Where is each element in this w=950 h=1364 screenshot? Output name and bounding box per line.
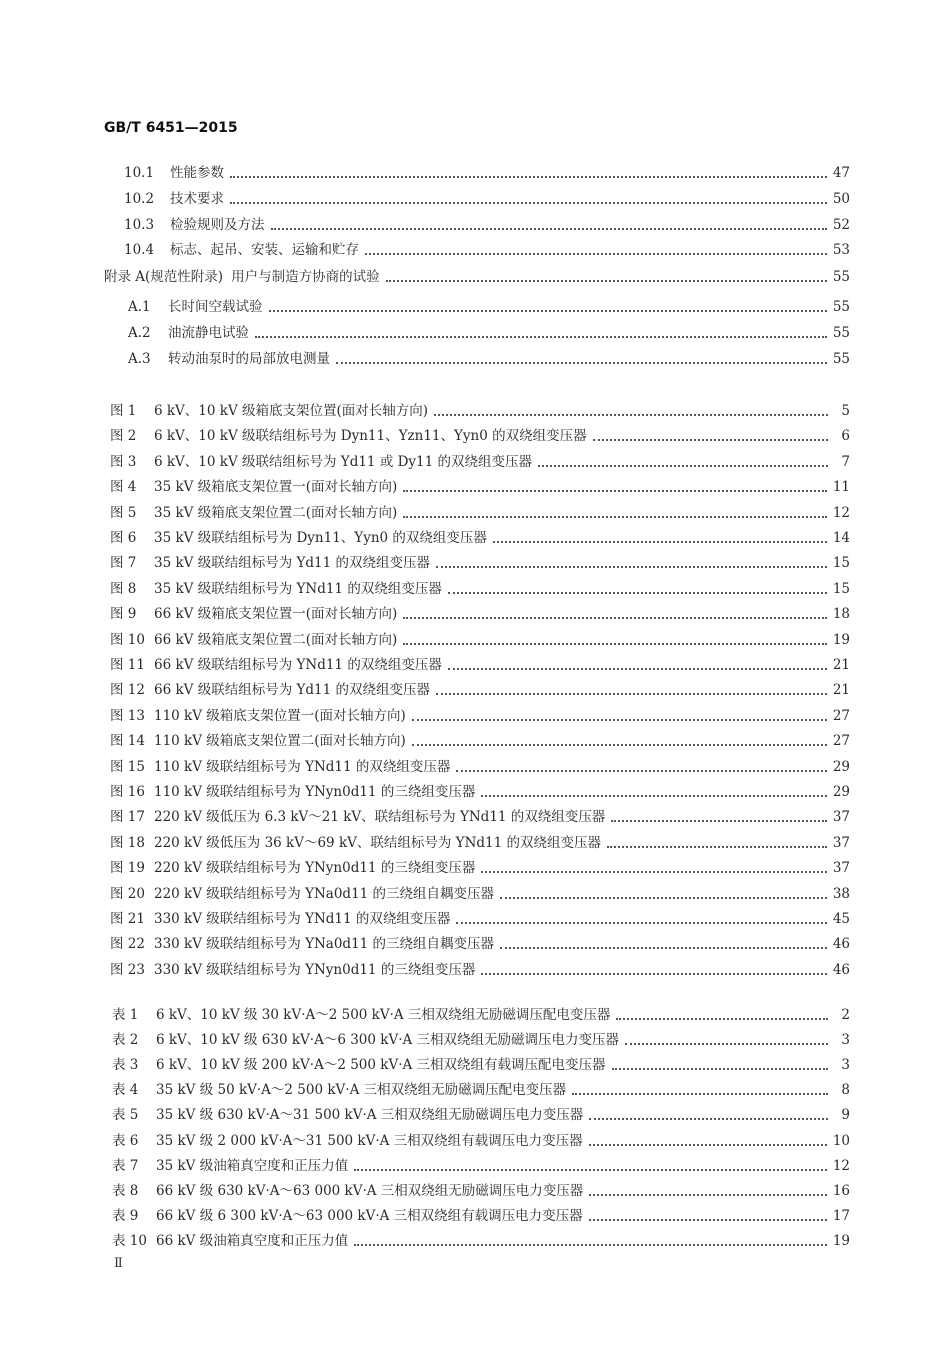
dot-leader: [493, 541, 827, 543]
toc_figures-entry-number: 图 9: [110, 606, 137, 623]
toc_sections-entry-title: 长时间空载试验: [168, 299, 263, 315]
document-standard-code: GB/T 6451—2015: [104, 120, 238, 136]
dot-leader: [230, 176, 827, 178]
toc_figures-entry-page: 18: [832, 606, 850, 623]
toc_sections-entry-number: A.3: [128, 351, 151, 367]
dot-leader: [434, 414, 828, 416]
toc_sections-entry-title: 技术要求: [170, 191, 224, 207]
dot-leader: [611, 820, 827, 822]
toc_tables-entry-number: 表 5: [112, 1107, 139, 1124]
toc_figures-entry-page: 19: [832, 631, 850, 648]
toc_figures-entry-page: 7: [841, 453, 850, 470]
toc_figures-entry-title: 35 kV 级箱底支架位置二(面对长轴方向): [154, 504, 398, 521]
toc_figures-entry-number: 图 7: [110, 555, 137, 572]
dot-leader: [456, 770, 826, 772]
dot-leader: [448, 592, 827, 594]
toc_figures-entry-page: 27: [832, 707, 850, 724]
toc_sections-entry-number: 10.4: [124, 242, 155, 258]
toc_tables-entry-page: 3: [841, 1057, 850, 1074]
toc_figures-entry-page: 37: [832, 834, 850, 851]
toc_figures-entry[interactable]: [110, 853, 850, 877]
toc_figures-entry-number: 图 18: [110, 834, 145, 851]
dot-leader: [572, 1093, 828, 1095]
toc_figures-entry-number: 图 22: [110, 936, 145, 953]
toc_figures-entry-title: 66 kV 级联结组标号为 Yd11 的双绕组变压器: [154, 682, 431, 699]
toc_figures-entry-page: 46: [832, 961, 850, 978]
toc_figures-entry-title: 220 kV 级低压为 36 kV～69 kV、联结组标号为 YNd11 的双绕组变压器: [154, 834, 601, 851]
toc_figures-entry-title: 110 kV 级箱底支架位置二(面对长轴方向): [154, 733, 406, 750]
toc_sections-entry-page: 53: [832, 242, 850, 258]
toc_figures-entry[interactable]: [110, 421, 850, 445]
toc_tables-entry-title: 35 kV 级 630 kV·A～31 500 kV·A 三相双绕组无励磁调压电力变压器: [156, 1107, 584, 1124]
toc_figures-entry-page: 37: [832, 809, 850, 826]
toc_tables-entry-page: 3: [841, 1032, 850, 1049]
dot-leader: [386, 280, 827, 282]
toc_figures-entry-title: 220 kV 级联结组标号为 YNyn0d11 的三绕组变压器: [154, 860, 476, 877]
toc_figures-entry-title: 35 kV 级箱底支架位置一(面对长轴方向): [154, 479, 398, 496]
toc_tables-entry-number: 表 10: [112, 1232, 147, 1249]
toc_figures-entry-page: 21: [832, 682, 850, 699]
toc_tables-entry-number: 表 1: [112, 1007, 139, 1023]
toc_figures-entry[interactable]: [110, 574, 850, 598]
toc_tables-entry-page: 8: [841, 1082, 850, 1099]
toc_sections-entry-number: 10.1: [124, 165, 155, 181]
toc_figures-entry-page: 5: [841, 403, 850, 419]
toc_sections-entry-title: 性能参数: [170, 165, 224, 181]
toc_figures-entry[interactable]: [110, 879, 850, 903]
toc_sections-entry[interactable]: [104, 262, 850, 286]
toc_sections-entry-title: 转动油泵时的局部放电测量: [168, 351, 330, 367]
dot-leader: [436, 566, 827, 568]
toc_tables-entry[interactable]: [112, 1126, 850, 1150]
toc_sections-entry-title: 标志、起吊、安装、运输和贮存: [170, 242, 359, 258]
toc_figures-entry[interactable]: [110, 472, 850, 496]
toc_tables-entry-number: 表 6: [112, 1132, 139, 1149]
toc_figures-entry-title: 6 kV、10 kV 级联结组标号为 Dyn11、Yzn11、Yyn0 的双绕组变压器: [154, 428, 587, 445]
dot-leader: [616, 1018, 828, 1020]
toc_figures-entry-number: 图 4: [110, 479, 137, 496]
toc_figures-entry[interactable]: [110, 777, 850, 801]
toc_figures-entry-number: 图 10: [110, 631, 145, 648]
toc_figures-entry-page: 21: [832, 657, 850, 673]
dot-leader: [436, 693, 827, 695]
toc_figures-entry-number: 图 19: [110, 860, 145, 877]
toc_figures-entry-number: 图 12: [110, 682, 145, 699]
toc_sections-entry-page: 55: [832, 299, 850, 315]
toc_figures-entry-number: 图 2: [110, 428, 137, 445]
dot-leader: [365, 253, 827, 255]
toc_figures-entry-title: 110 kV 级箱底支架位置一(面对长轴方向): [154, 707, 406, 724]
dot-leader: [403, 490, 827, 492]
toc_figures-entry[interactable]: [110, 802, 850, 826]
toc_tables-entry-title: 6 kV、10 kV 级 200 kV·A～2 500 kV·A 三相双绕组有载调压配电变压器: [156, 1057, 606, 1074]
toc_figures-entry-number: 图 1: [110, 403, 137, 419]
toc_figures-entry-title: 35 kV 级联结组标号为 Dyn11、Yyn0 的双绕组变压器: [154, 530, 487, 546]
dot-leader: [403, 643, 827, 645]
dot-leader: [589, 1144, 827, 1146]
toc_figures-entry-number: 图 6: [110, 530, 137, 546]
dot-leader: [589, 1118, 828, 1120]
toc_figures-entry[interactable]: [110, 752, 850, 776]
toc_figures-entry-page: 27: [832, 733, 850, 750]
dot-leader: [230, 202, 827, 204]
toc_figures-entry-number: 图 15: [110, 758, 145, 775]
toc_figures-entry[interactable]: [110, 675, 850, 699]
toc_sections-entry-title: 油流静电试验: [168, 325, 249, 341]
toc_tables-entry-title: 66 kV 级 6 300 kV·A～63 000 kV·A 三相双绕组有载调压电力变压器: [156, 1207, 583, 1224]
toc_figures-entry-title: 6 kV、10 kV 级箱底支架位置(面对长轴方向): [154, 403, 429, 419]
toc_figures-entry-number: 图 11: [110, 657, 145, 673]
toc_tables-entry-page: 2: [841, 1007, 850, 1023]
toc_figures-entry-title: 110 kV 级联结组标号为 YNd11 的双绕组变压器: [154, 758, 451, 775]
toc_figures-entry[interactable]: [110, 701, 850, 725]
toc_sections-entry-number: 10.3: [124, 217, 155, 233]
toc_figures-entry-title: 330 kV 级联结组标号为 YNyn0d11 的三绕组变压器: [154, 961, 476, 978]
page-number-footer: Ⅱ: [114, 1256, 123, 1271]
toc_figures-entry-number: 图 16: [110, 784, 145, 800]
toc_figures-entry-page: 14: [832, 530, 850, 546]
toc_tables-entry-title: 35 kV 级油箱真空度和正压力值: [156, 1157, 349, 1174]
toc_tables-entry[interactable]: [112, 1176, 850, 1200]
dot-leader: [589, 1219, 827, 1221]
toc_figures-entry-number: 图 21: [110, 911, 145, 927]
toc_figures-entry-page: 12: [832, 504, 850, 521]
toc_figures-entry-title: 6 kV、10 kV 级联结组标号为 Yd11 或 Dy11 的双绕组变压器: [154, 453, 533, 470]
toc_figures-entry[interactable]: [110, 498, 850, 522]
toc_tables-entry-page: 9: [841, 1107, 850, 1124]
dot-leader: [354, 1244, 827, 1246]
toc_sections-entry-number: 附录 A(规范性附录): [104, 269, 224, 285]
dot-leader: [607, 846, 827, 848]
toc_figures-entry-page: 45: [832, 911, 850, 927]
toc_figures-entry-number: 图 20: [110, 885, 145, 902]
toc_figures-entry-page: 11: [832, 479, 850, 496]
toc_tables-entry-page: 10: [832, 1132, 850, 1149]
toc_figures-entry-number: 图 17: [110, 809, 145, 826]
dot-leader: [412, 719, 827, 721]
toc_sections-entry-page: 52: [832, 217, 850, 233]
toc_figures-entry[interactable]: [110, 955, 850, 979]
toc_sections-entry-number: 10.2: [124, 191, 155, 207]
toc_figures-entry[interactable]: [110, 726, 850, 750]
toc_tables-entry-title: 35 kV 级 2 000 kV·A～31 500 kV·A 三相双绕组有载调压电力变压器: [156, 1132, 583, 1149]
dot-leader: [500, 897, 827, 899]
dot-leader: [336, 362, 827, 364]
toc_figures-entry-title: 66 kV 级联结组标号为 YNd11 的双绕组变压器: [154, 657, 442, 673]
toc_figures-entry-title: 220 kV 级联结组标号为 YNa0d11 的三绕组自耦变压器: [154, 885, 495, 902]
toc_tables-entry-title: 6 kV、10 kV 级 630 kV·A～6 300 kV·A 三相双绕组无励磁调压电力变压器: [156, 1032, 620, 1049]
toc_tables-entry-number: 表 3: [112, 1057, 139, 1074]
dot-leader: [481, 871, 826, 873]
toc_tables-entry-number: 表 4: [112, 1082, 139, 1099]
toc_tables-entry[interactable]: [112, 1075, 850, 1099]
toc_tables-entry-number: 表 2: [112, 1032, 139, 1049]
toc_figures-entry-page: 46: [832, 936, 850, 953]
toc_tables-entry-number: 表 8: [112, 1182, 139, 1199]
dot-leader: [403, 617, 827, 619]
toc_tables-entry-title: 66 kV 级油箱真空度和正压力值: [156, 1232, 349, 1249]
toc_figures-entry-page: 29: [832, 784, 850, 800]
dot-leader: [593, 439, 828, 441]
toc_figures-entry-title: 66 kV 级箱底支架位置二(面对长轴方向): [154, 631, 398, 648]
toc_figures-entry[interactable]: [110, 523, 850, 547]
toc_figures-entry[interactable]: [110, 904, 850, 928]
dot-leader: [255, 336, 827, 338]
toc_sections-entry[interactable]: [128, 292, 850, 316]
toc_sections-entry-title: 用户与制造方协商的试验: [231, 269, 380, 285]
toc_figures-entry-title: 330 kV 级联结组标号为 YNa0d11 的三绕组自耦变压器: [154, 936, 495, 953]
toc_sections-entry[interactable]: [128, 318, 850, 342]
toc_sections-entry[interactable]: [124, 184, 850, 208]
toc_sections-entry[interactable]: [124, 210, 850, 234]
toc_tables-entry[interactable]: [112, 1000, 850, 1024]
toc_figures-entry-page: 29: [832, 758, 850, 775]
toc_sections-entry-number: A.1: [128, 299, 151, 315]
toc_figures-entry-number: 图 5: [110, 504, 137, 521]
toc_tables-entry-number: 表 7: [112, 1157, 139, 1174]
dot-leader: [269, 310, 827, 312]
toc_tables-entry-title: 6 kV、10 kV 级 30 kV·A～2 500 kV·A 三相双绕组无励磁调压配电变压器: [156, 1007, 611, 1023]
toc_tables-entry[interactable]: [112, 1050, 850, 1074]
toc_figures-entry-title: 66 kV 级箱底支架位置一(面对长轴方向): [154, 606, 398, 623]
toc_figures-entry-number: 图 13: [110, 707, 145, 724]
toc_figures-entry[interactable]: [110, 447, 850, 471]
dot-leader: [456, 922, 826, 924]
dot-leader: [589, 1194, 827, 1196]
toc_figures-entry[interactable]: [110, 929, 850, 953]
toc_figures-entry-title: 330 kV 级联结组标号为 YNd11 的双绕组变压器: [154, 911, 451, 927]
toc_figures-entry-title: 35 kV 级联结组标号为 Yd11 的双绕组变压器: [154, 555, 431, 572]
toc_tables-entry-number: 表 9: [112, 1207, 139, 1224]
toc_figures-entry-page: 15: [832, 580, 850, 597]
toc_tables-entry-title: 35 kV 级 50 kV·A～2 500 kV·A 三相双绕组无励磁调压配电变压器: [156, 1082, 567, 1099]
dot-leader: [500, 947, 827, 949]
dot-leader: [412, 744, 827, 746]
toc_tables-entry-page: 19: [832, 1232, 850, 1249]
dot-leader: [612, 1068, 828, 1070]
toc_figures-entry-number: 图 14: [110, 733, 145, 750]
toc_figures-entry[interactable]: [110, 548, 850, 572]
dot-leader: [271, 228, 827, 230]
toc_sections-entry-page: 55: [832, 269, 850, 285]
toc_sections-entry-page: 55: [832, 351, 850, 367]
dot-leader: [448, 668, 827, 670]
dot-leader: [481, 795, 826, 797]
toc_figures-entry-number: 图 3: [110, 453, 137, 470]
toc_sections-entry-page: 50: [832, 191, 850, 207]
toc_figures-entry[interactable]: [110, 599, 850, 623]
toc_figures-entry-page: 37: [832, 860, 850, 877]
toc_tables-entry[interactable]: [112, 1025, 850, 1049]
toc_figures-entry[interactable]: [110, 625, 850, 649]
dot-leader: [538, 465, 828, 467]
toc_sections-entry[interactable]: [128, 344, 850, 368]
toc_sections-entry-title: 检验规则及方法: [170, 217, 265, 233]
toc_figures-entry[interactable]: [110, 396, 850, 420]
toc_figures-entry-number: 图 23: [110, 961, 145, 978]
toc_figures-entry-page: 6: [841, 428, 850, 445]
toc_sections-entry-page: 47: [832, 165, 850, 181]
toc_sections-entry[interactable]: [124, 235, 850, 259]
toc_figures-entry-page: 15: [832, 555, 850, 572]
dot-leader: [354, 1169, 827, 1171]
toc_sections-entry[interactable]: [124, 158, 850, 182]
toc_tables-entry[interactable]: [112, 1151, 850, 1175]
toc_tables-entry-title: 66 kV 级 630 kV·A～63 000 kV·A 三相双绕组无励磁调压电力变压器: [156, 1182, 584, 1199]
toc_figures-entry-title: 110 kV 级联结组标号为 YNyn0d11 的三绕组变压器: [154, 784, 476, 800]
dot-leader: [625, 1043, 828, 1045]
dot-leader: [481, 973, 826, 975]
dot-leader: [403, 516, 827, 518]
toc_figures-entry-title: 35 kV 级联结组标号为 YNd11 的双绕组变压器: [154, 580, 442, 597]
toc_tables-entry[interactable]: [112, 1226, 850, 1250]
toc_figures-entry[interactable]: [110, 650, 850, 674]
toc_tables-entry-page: 17: [832, 1207, 850, 1224]
toc_sections-entry-page: 55: [832, 325, 850, 341]
toc_figures-entry[interactable]: [110, 828, 850, 852]
toc_tables-entry[interactable]: [112, 1100, 850, 1124]
toc_sections-entry-number: A.2: [128, 325, 151, 341]
toc_tables-entry[interactable]: [112, 1201, 850, 1225]
toc_tables-entry-page: 12: [832, 1157, 850, 1174]
toc_tables-entry-page: 16: [832, 1182, 850, 1199]
toc_figures-entry-page: 38: [832, 885, 850, 902]
toc_figures-entry-number: 图 8: [110, 580, 137, 597]
toc_figures-entry-title: 220 kV 级低压为 6.3 kV～21 kV、联结组标号为 YNd11 的双绕组变压器: [154, 809, 606, 826]
